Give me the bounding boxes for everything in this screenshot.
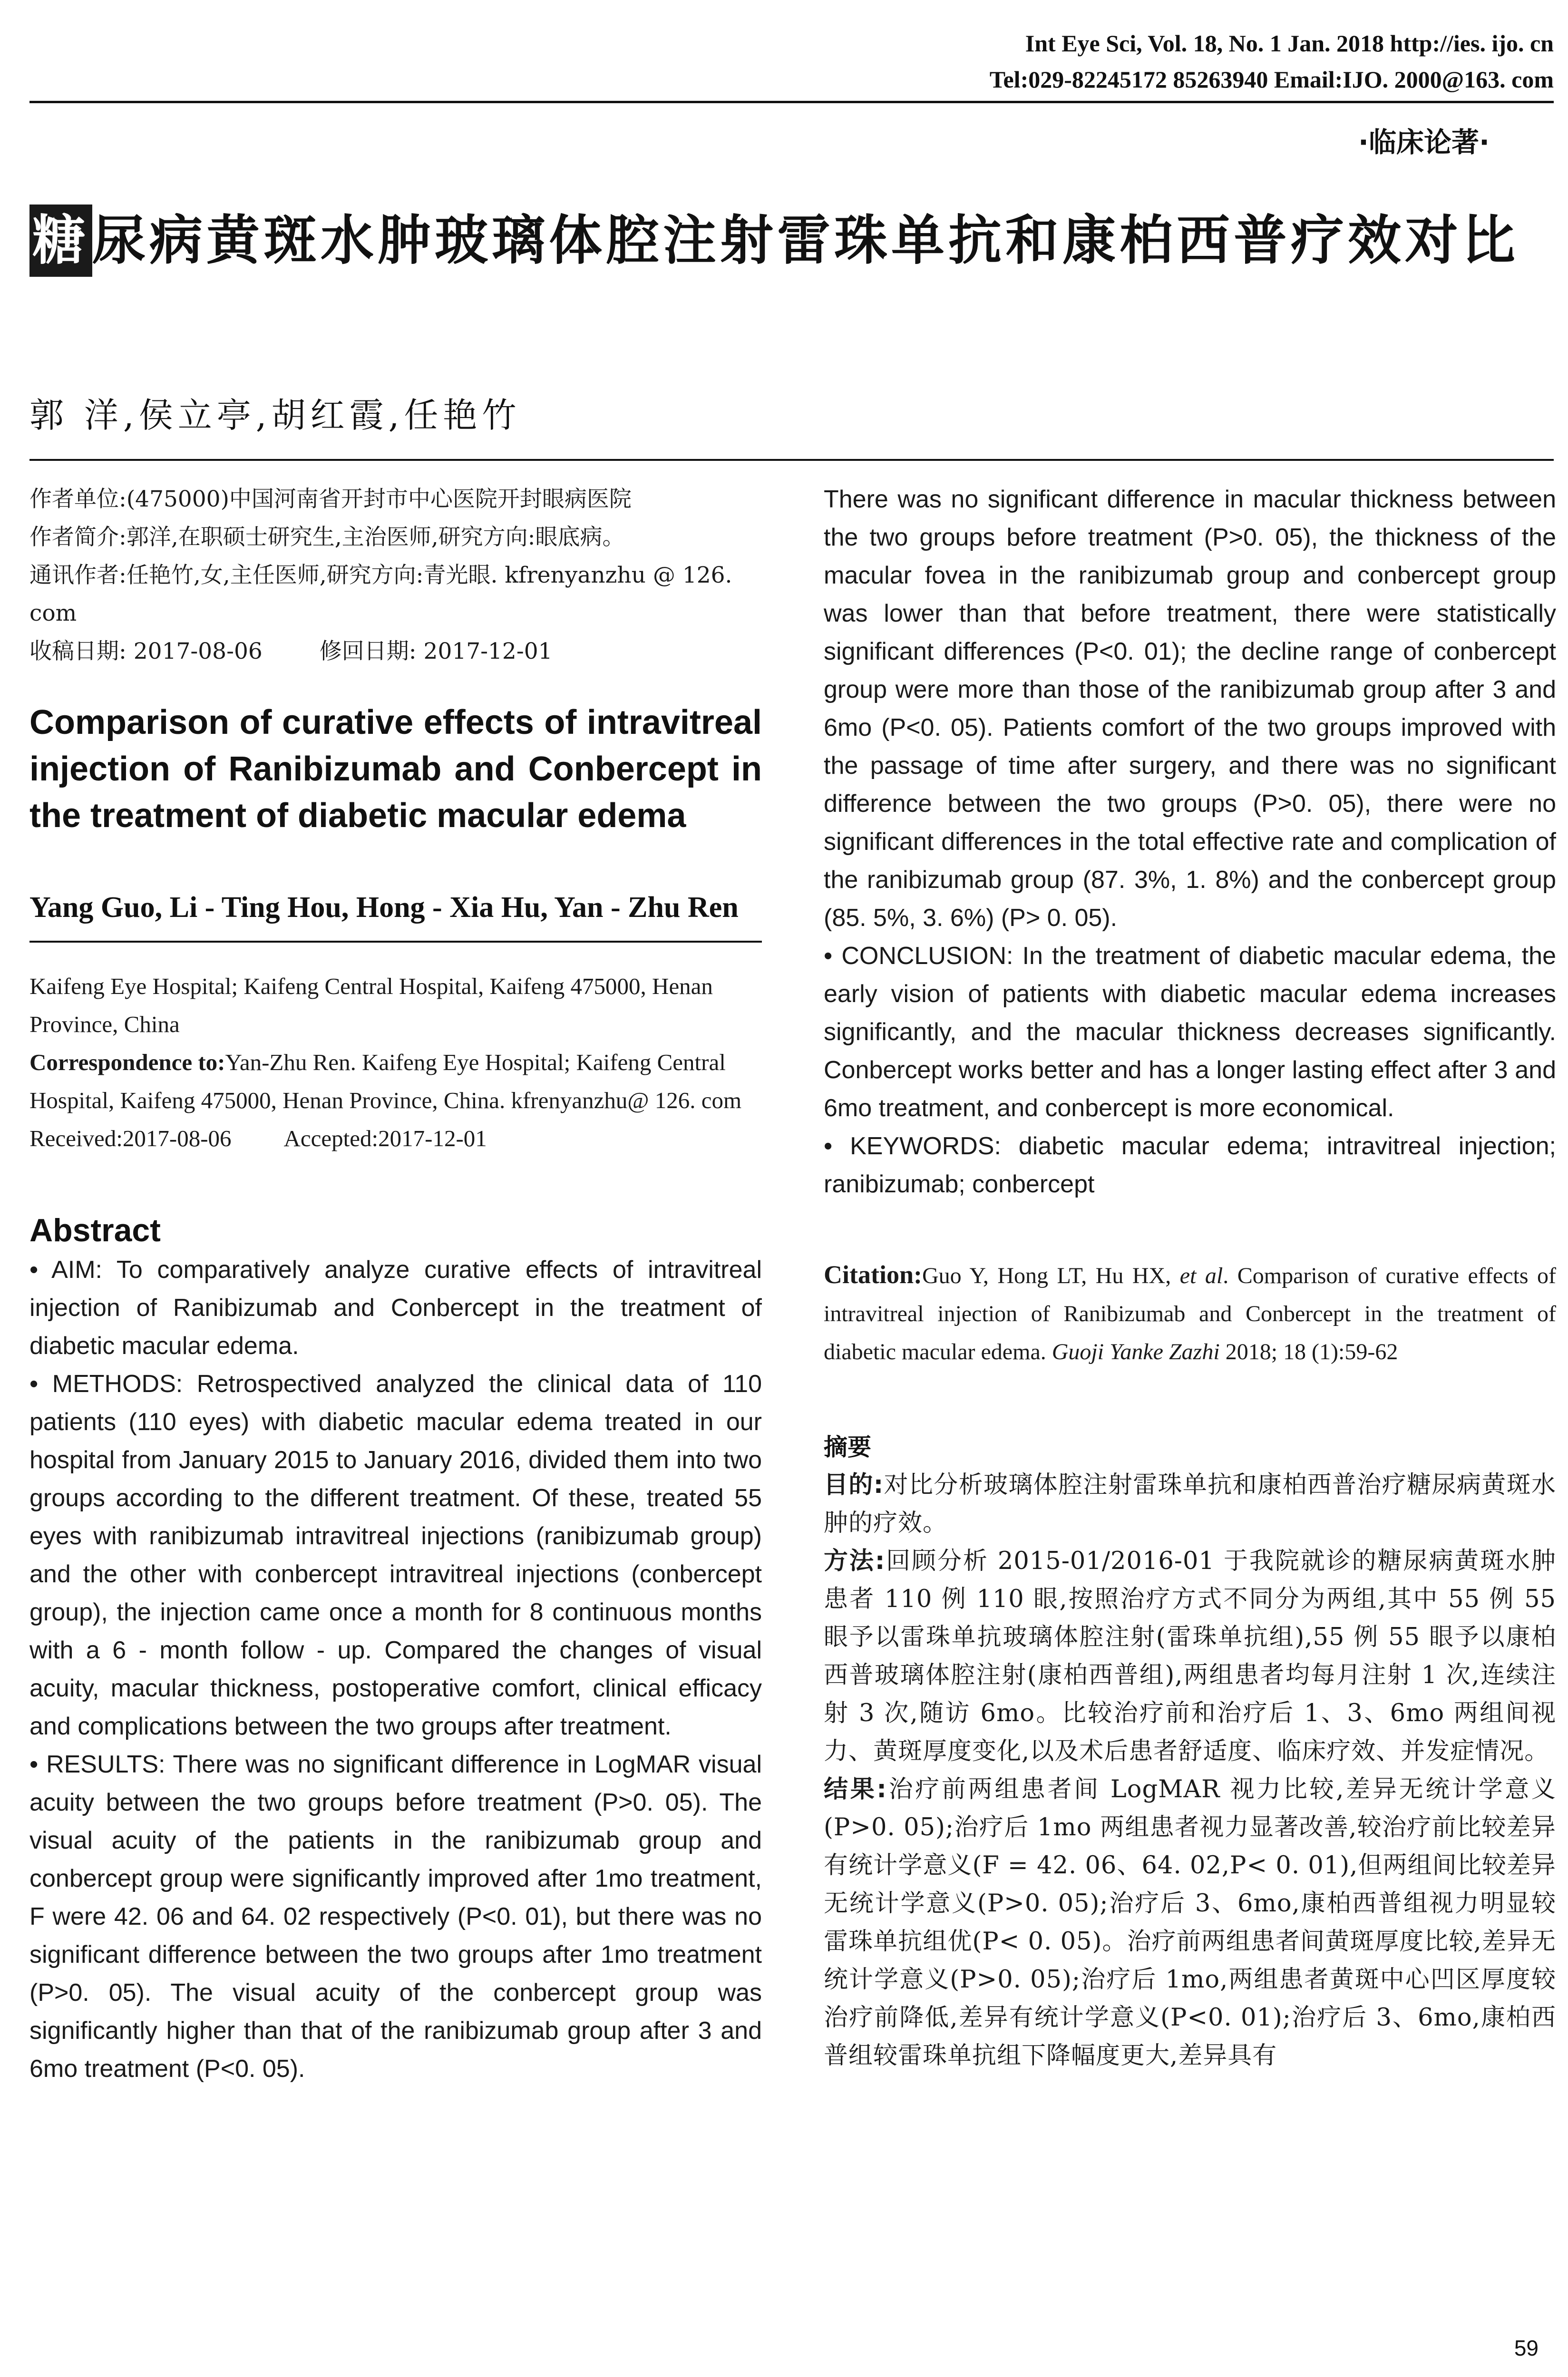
abstract-keywords: • KEYWORDS: diabetic macular edema; intravitreal injection; ranibizumab; conbercept	[824, 1132, 1556, 1198]
page-number: 59	[1514, 2336, 1539, 2360]
abstract-heading: Abstract	[29, 1212, 161, 1248]
citation-etal: et al	[1179, 1263, 1223, 1288]
received-date-cn: 收稿日期: 2017-08-06	[29, 638, 263, 664]
authors-cn: 郭 洋,侯立亭,胡红霞,任艳竹	[29, 395, 521, 435]
citation-journal: Guoji Yanke Zazhi	[1052, 1339, 1220, 1364]
abstract-cn-aim-text: 对比分析玻璃体腔注射雷珠单抗和康柏西普治疗糖尿病黄斑水肿的疗效。	[824, 1471, 1556, 1537]
journal-header: Int Eye Sci, Vol. 18, No. 1 Jan. 2018 http://ies. ijo. cn	[1025, 30, 1554, 57]
title-cn-first-char: 糖	[29, 205, 92, 277]
corresponding-author: 通讯作者:任艳竹,女,主任医师,研究方向:青光眼. kfrenyanzhu @ 126. com	[29, 562, 732, 626]
abstract-results: • RESULTS: There was no significant difference in LogMAR visual acuity between the two groups before treatment (P>0. 05). The visual acuity of the patients in the ranibizumab group and conbercept group were significantly improved after 1mo treatment, F were 42. 06 and 64. 02 respectively (P<0. 01), but there was no significant difference between the two groups after 1mo treatment (P>0. 05). The visual acuity of the conbercept group was significantly higher than that of the ranibizumab group after 3 and 6mo treatment (P<0. 05).	[29, 1751, 762, 2083]
received-date-en: Received:2017-08-06	[29, 1125, 232, 1151]
citation	[824, 1256, 1556, 1371]
abstract-results-continued: There was no significant difference in macular thickness between the two groups before treatment (P>0. 05), the thickness of the macular fovea in the ranibizumab group and conbercept group was lower than that before treatment, there were statistically significant differences (P<0. 01); the decline range of conbercept group were more than those of the ranibizumab group after 3 and 6mo (P<0. 05). Patients comfort of the two groups improved with the passage of time after surgery, and there was no significant difference between the two groups (P>0. 05), there were no significant differences in the total effective rate and complication of the ranibizumab group (87. 3%, 1. 8%) and the conbercept group (85. 5%, 3. 6%) (P> 0. 05).	[824, 486, 1556, 932]
citation-label: Citation:	[824, 1260, 922, 1289]
affiliation-address: Kaifeng Eye Hospital; Kaifeng Central Hospital, Kaifeng 475000, Henan Province, China	[29, 973, 713, 1037]
abstract-aim: • AIM: To comparatively analyze curative effects of intravitreal injection of Ranibizumab and Conbercept in the treatment of diabetic macular edema.	[29, 1256, 762, 1360]
revised-date-cn: 修回日期: 2017-12-01	[319, 638, 553, 664]
abstract-methods: • METHODS: Retrospectived analyzed the clinical data of 110 patients (110 eyes) with diabetic macular edema treated in our hospital from January 2015 to January 2016, divided them into two groups according to the different treatment. Of these, treated 55 eyes with ranibizumab intravitreal injections (ranibizumab group) and the other with conbercept intravitreal injections (conbercept group), the injection came once a month for 8 continuous months with a 6 - month follow - up. Compared the changes of visual acuity, macular thickness, postoperative comfort, clinical efficacy and complications between the two groups after treatment.	[29, 1370, 762, 1740]
abstract-cn	[824, 1466, 1556, 2075]
main-rule	[29, 459, 1554, 461]
author-unit: 作者单位:(475000)中国河南省开封市中心医院开封眼病医院	[29, 486, 632, 512]
abstract-conclusion: • CONCLUSION: In the treatment of diabetic macular edema, the early vision of patients with diabetic macular edema increases significantly, and the macular thickness decreases significantly. Conbercept works better and has a longer lasting effect after 3 and 6mo treatment, and conbercept is more economical.	[824, 942, 1556, 1122]
title-cn-rest: 尿病黄斑水肿玻璃体腔注射雷珠单抗和康柏西普疗效对比	[92, 210, 1519, 272]
right-column	[824, 480, 1556, 2075]
abstract-cn-results-text: 治疗前两组患者间 LogMAR 视力比较,差异无统计学意义(P>0. 05);治疗后 1mo 两组患者视力显著改善,较治疗前比较差异有统计学意义(F = 42. 06、64. 02,P< 0. 01),但两组间比较差异无统计学意义(P>0. 05);治疗后 3、6mo,康柏西普组视力明显较雷珠单抗组优(P< 0. 05)。治疗前两组患者间黄斑厚度比较,差异无统计学意义(P>0. 05);治疗后 1mo,两组患者黄斑中心凹区厚度较治疗前降低,差异有统计学意义(P<0. 01);治疗后 3、6mo,康柏西普组较雷珠单抗组下降幅度更大,差异具有	[824, 1775, 1556, 2070]
correspondence-text: Yan-Zhu Ren. Kaifeng Eye Hospital; Kaifeng Central Hospital, Kaifeng 475000, Henan Province, China. kfrenyanzhu@ 126. com	[29, 1049, 742, 1113]
journal-contact: Tel:029-82245172 85263940 Email:IJO. 2000@163. com	[989, 66, 1554, 93]
abstract-cn-methods-label: 方法:	[824, 1547, 886, 1575]
citation-text-a: Guo Y, Hong LT, Hu HX,	[922, 1263, 1180, 1288]
affiliation-en	[29, 967, 762, 1158]
citation-text-b: . Comparison of curative effects of intravitreal injection of Ranibizumab and Conbercept in the treatment of diabetic macular edema.	[824, 1263, 1557, 1364]
correspondence-label: Correspondence to:	[29, 1049, 225, 1075]
author-info-cn	[29, 480, 762, 671]
dates-en	[29, 1120, 762, 1158]
abstract-left	[29, 1251, 762, 2088]
abstract-cn-results	[824, 1771, 1556, 2075]
author-bio: 作者简介:郭洋,在职硕士研究生,主治医师,研究方向:眼底病。	[29, 524, 625, 550]
abstract-cn-results-label: 结果:	[824, 1775, 887, 1803]
abstract-right	[824, 480, 1556, 1203]
authors-rule	[29, 941, 762, 943]
left-column	[29, 480, 762, 2088]
title-en: Comparison of curative effects of intravitreal injection of Ranibizumab and Conbercept in the treatment of diabetic macular edema	[29, 703, 762, 835]
abstract-cn-heading: 摘要	[824, 1433, 871, 1461]
section-tag: ·临床论著·	[1358, 126, 1490, 158]
authors-en: Yang Guo, Li - Ting Hou, Hong - Xia Hu, Yan - Zhu Ren	[29, 891, 739, 924]
citation-text-c: 2018; 18 (1):59-62	[1219, 1339, 1398, 1364]
correspondence	[29, 1043, 762, 1120]
title-cn	[29, 205, 1554, 277]
accepted-date-en: Accepted:2017-12-01	[283, 1125, 487, 1151]
abstract-cn-methods	[824, 1542, 1556, 1771]
abstract-cn-methods-text: 回顾分析 2015-01/2016-01 于我院就诊的糖尿病黄斑水肿患者 110 例 110 眼,按照治疗方式不同分为两组,其中 55 例 55 眼予以雷珠单抗玻璃体腔注射(雷珠单抗组),55 例 55 眼予以康柏西普玻璃体腔注射(康柏西普组),两组患者均每月注射 1 次,连续注射 3 次,随访 6mo。比较治疗前和治疗后 1、3、6mo 两组间视力、黄斑厚度变化,以及术后患者舒适度、临床疗效、并发症情况。	[824, 1547, 1556, 1765]
abstract-cn-aim-label: 目的:	[824, 1471, 884, 1499]
abstract-cn-aim	[824, 1466, 1556, 1542]
dates-cn	[29, 633, 762, 671]
header-rule	[29, 101, 1554, 103]
